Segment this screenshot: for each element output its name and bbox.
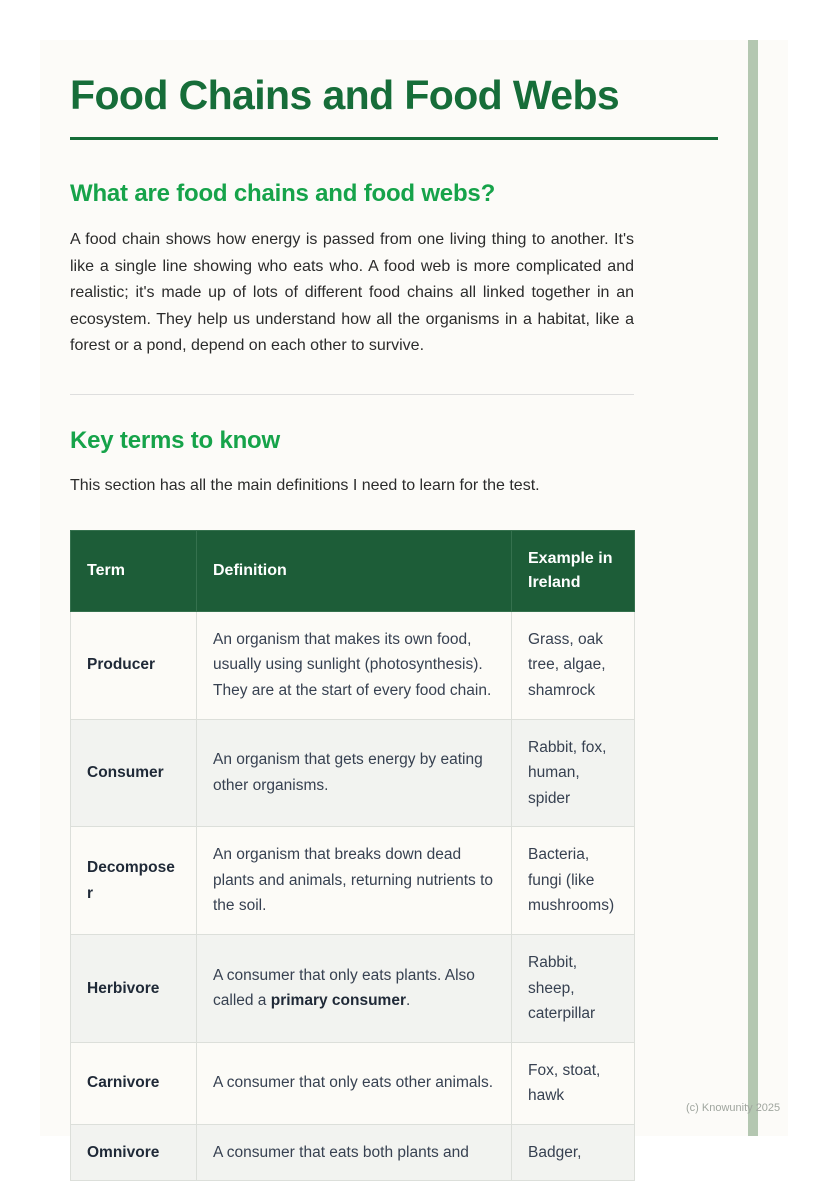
page-title: Food Chains and Food Webs <box>70 72 620 118</box>
example-cell: Rabbit, fox, human, spider <box>512 719 635 827</box>
definition-cell: A consumer that only eats other animals. <box>197 1042 512 1124</box>
table-row-producer <box>71 611 635 719</box>
table-row-decomposer <box>71 827 635 935</box>
definition-text: . <box>405 992 411 1010</box>
definition-cell: A consumer that eats both plants and <box>197 1124 512 1181</box>
section-heading-key-terms: Key terms to know <box>70 426 280 454</box>
header-cell-definition: Definition <box>197 530 512 611</box>
definition-cell: An organism that breaks down dead plants and animals, returning nutrients to the soil. <box>197 827 512 935</box>
watermark: (c) Knowunity 2025 <box>686 1102 781 1114</box>
term-cell: Carnivore <box>71 1042 197 1124</box>
term-cell: Omnivore <box>71 1124 197 1181</box>
terms-table <box>70 530 635 1181</box>
section-divider <box>70 394 634 395</box>
key-terms-intro: This section has all the main definitions I need to learn for the test. <box>70 476 540 494</box>
term-cell: Decomposer <box>71 827 197 935</box>
term-cell: Consumer <box>71 719 197 827</box>
page-edge-stripe <box>748 40 758 1136</box>
example-cell: Bacteria, fungi (like mushrooms) <box>512 827 635 935</box>
example-cell: Fox, stoat, hawk <box>512 1042 635 1124</box>
document-page <box>40 40 788 1161</box>
term-cell: Herbivore <box>71 934 197 1042</box>
table-row-consumer <box>71 719 635 827</box>
definition-cell: An organism that gets energy by eating other organisms. <box>197 719 512 827</box>
header-cell-term: Term <box>71 530 197 611</box>
example-cell: Badger, <box>512 1124 635 1181</box>
table-row-carnivore <box>71 1042 635 1124</box>
definition-bold-text: primary consumer <box>270 992 406 1010</box>
table-header-row <box>71 530 635 611</box>
table-row-herbivore <box>71 934 635 1042</box>
table-row-omnivore <box>71 1124 635 1181</box>
header-cell-example: Example in Ireland <box>512 530 635 611</box>
section-heading-food-chains: What are food chains and food webs? <box>70 180 496 208</box>
document-content <box>40 40 788 1181</box>
definition-cell: An organism that makes its own food, usually using sunlight (photosynthesis). They are at the start of every food chain. <box>197 611 512 719</box>
example-cell: Grass, oak tree, algae, shamrock <box>512 611 635 719</box>
example-cell: Rabbit, sheep, caterpillar <box>512 934 635 1042</box>
term-cell: Producer <box>71 611 197 719</box>
definition-cell <box>197 934 512 1042</box>
definition-text: A consumer that only eats plants. Also called a <box>213 966 475 1010</box>
intro-paragraph: A food chain shows how energy is passed from one living thing to another. It's like a single line showing who eats who. A food web is more complicated and realistic; it's made up of lots of different food chains all linked together in an ecosystem. They help us understand how all the organisms in a habitat, like a forest or a pond, depend on each other to survive. <box>70 231 634 355</box>
title-rule <box>70 137 718 140</box>
